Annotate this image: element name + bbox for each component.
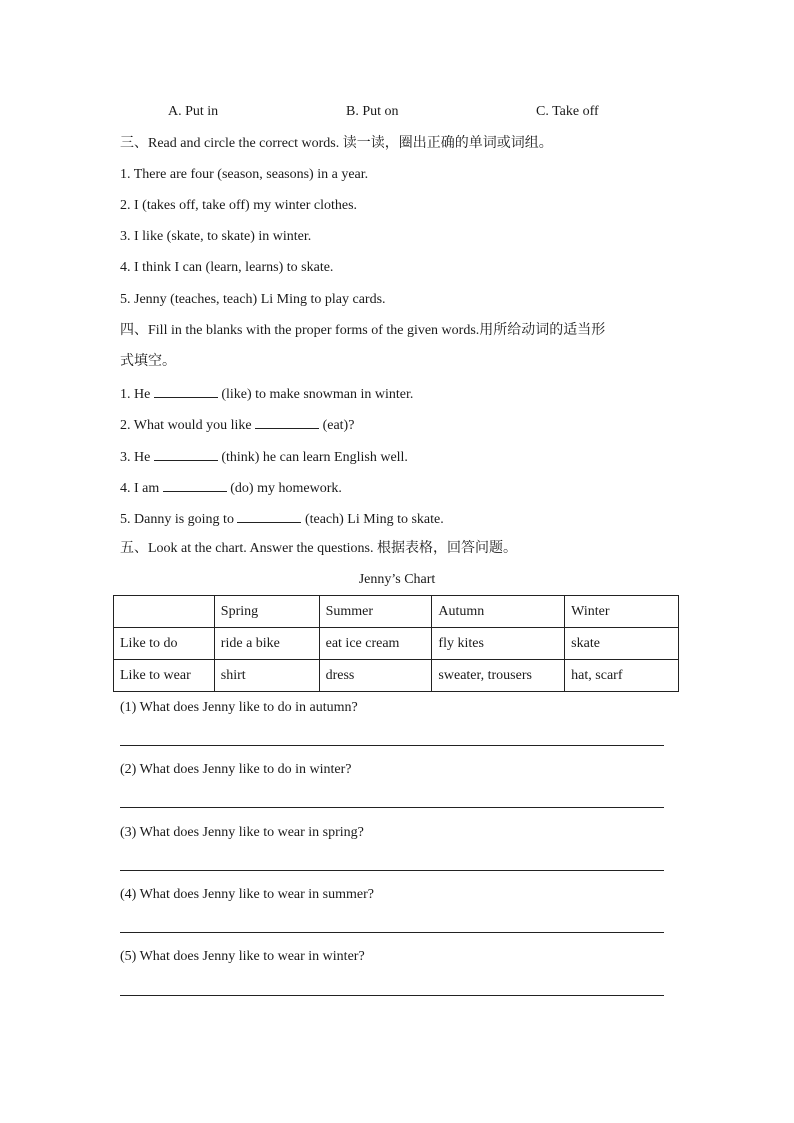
table-row <box>114 628 679 660</box>
question-2: (2) What does Jenny like to do in winter? <box>120 762 352 777</box>
table-cell <box>114 596 215 628</box>
answer-blank[interactable] <box>237 508 301 523</box>
section4-item-5 <box>120 508 444 530</box>
answer-blank[interactable] <box>154 383 218 398</box>
answer-blank[interactable] <box>255 414 319 429</box>
table-cell: Like to wear <box>114 660 215 692</box>
answer-line-2[interactable] <box>120 807 664 808</box>
option-a: A. Put in <box>168 104 219 119</box>
item-text-after: (teach) Li Ming to skate. <box>301 512 444 527</box>
answer-line-3[interactable] <box>120 870 664 871</box>
section3-item-3: 3. I like (skate, to skate) in winter. <box>120 229 312 244</box>
table-cell: skate <box>565 628 679 660</box>
section4-heading-cont: 式填空。 <box>120 354 176 369</box>
item-text-before: 1. He <box>120 387 154 402</box>
table-cell: Autumn <box>432 596 565 628</box>
answer-blank[interactable] <box>163 477 227 492</box>
section4-item-4 <box>120 477 342 499</box>
table-header-row <box>114 596 679 628</box>
option-b: B. Put on <box>346 104 399 119</box>
table-cell: dress <box>319 660 432 692</box>
section4-item-2 <box>120 414 354 436</box>
question-3: (3) What does Jenny like to wear in spring? <box>120 825 364 840</box>
item-text-before: 5. Danny is going to <box>120 512 238 527</box>
item-text-before: 3. He <box>120 450 154 465</box>
section3-item-4: 4. I think I can (learn, learns) to skate. <box>120 260 334 275</box>
question-1: (1) What does Jenny like to do in autumn? <box>120 700 358 715</box>
item-text-after: (like) to make snowman in winter. <box>217 387 414 402</box>
table-cell: fly kites <box>432 628 565 660</box>
section4-heading: 四、Fill in the blanks with the proper forms of the given words.用所给动词的适当形 <box>120 323 606 338</box>
jenny-chart-table <box>113 595 679 692</box>
answer-line-1[interactable] <box>120 745 664 746</box>
answer-blank[interactable] <box>154 446 218 461</box>
item-text-after: (eat)? <box>319 418 355 433</box>
table-cell: Like to do <box>114 628 215 660</box>
section4-item-3 <box>120 446 408 468</box>
item-text-after: (think) he can learn English well. <box>217 450 408 465</box>
item-text-before: 4. I am <box>120 481 163 496</box>
table-cell: Spring <box>214 596 319 628</box>
answer-line-5[interactable] <box>120 995 664 996</box>
section3-item-5: 5. Jenny (teaches, teach) Li Ming to play cards. <box>120 292 386 307</box>
table-cell: hat, scarf <box>565 660 679 692</box>
table-cell: shirt <box>214 660 319 692</box>
table-cell: ride a bike <box>214 628 319 660</box>
table-cell: eat ice cream <box>319 628 432 660</box>
section5-heading: 五、Look at the chart. Answer the questions. 根据表格，回答问题。 <box>120 541 518 556</box>
question-5: (5) What does Jenny like to wear in winter? <box>120 949 365 964</box>
table-cell: Winter <box>565 596 679 628</box>
answer-line-4[interactable] <box>120 932 664 933</box>
item-text-after: (do) my homework. <box>226 481 342 496</box>
table-cell: sweater, trousers <box>432 660 565 692</box>
section3-heading: 三、Read and circle the correct words. 读一读，圈出正确的单词或词组。 <box>120 136 553 151</box>
section4-item-1 <box>120 383 413 405</box>
option-c: C. Take off <box>536 104 599 119</box>
section3-item-1: 1. There are four (season, seasons) in a year. <box>120 167 369 182</box>
chart-title: Jenny’s Chart <box>358 572 436 587</box>
table-row <box>114 660 679 692</box>
table-cell: Summer <box>319 596 432 628</box>
item-text-before: 2. What would you like <box>120 418 256 433</box>
question-4: (4) What does Jenny like to wear in summer? <box>120 887 375 902</box>
section3-item-2: 2. I (takes off, take off) my winter clothes. <box>120 198 358 213</box>
